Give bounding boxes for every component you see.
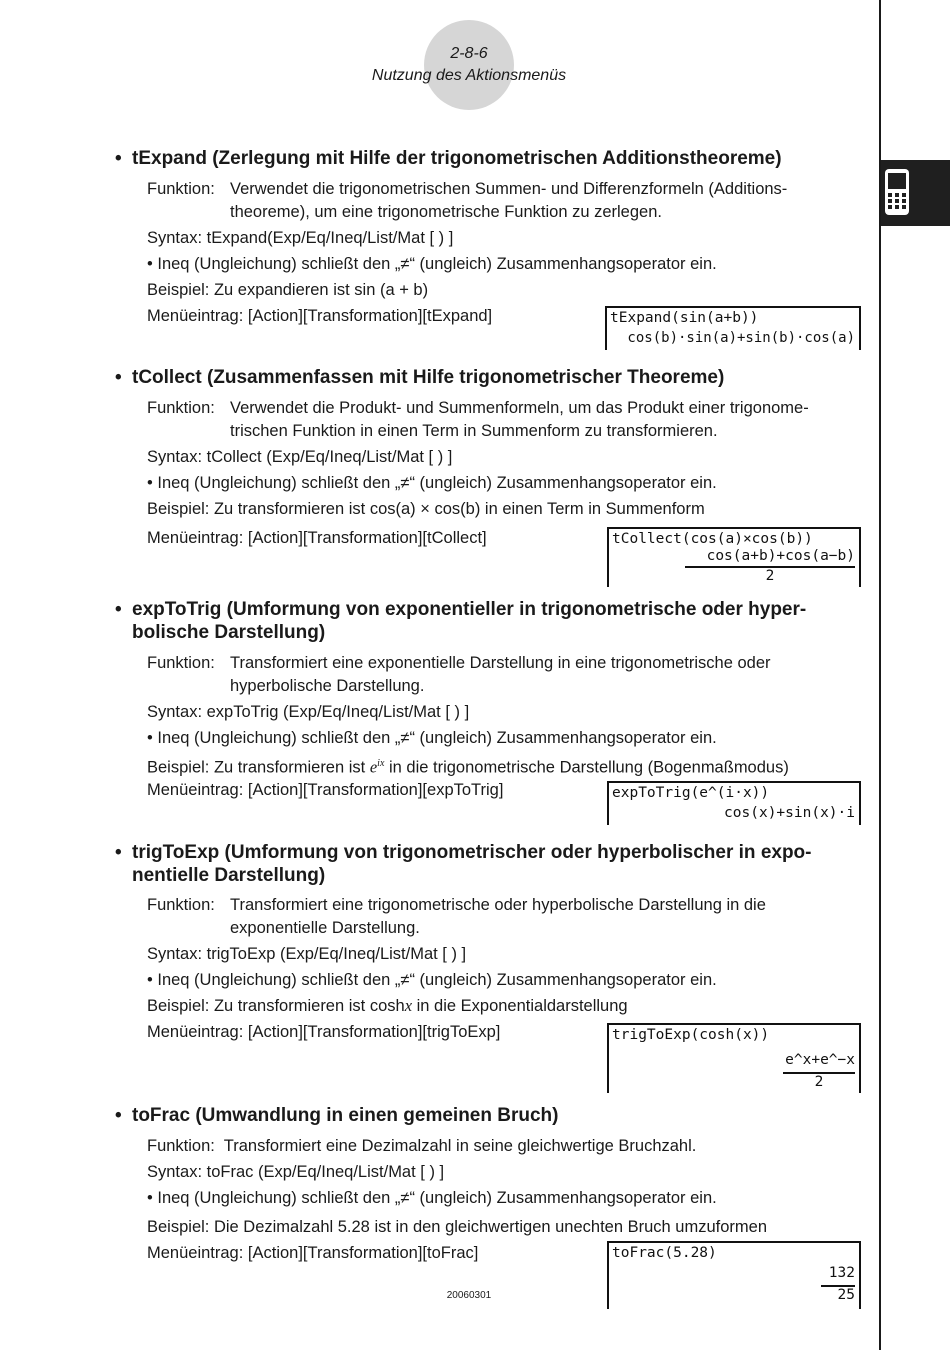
footer-code: 20060301 bbox=[446, 1290, 492, 1301]
page-title: Nutzung des Aktionsmenüs bbox=[371, 67, 567, 84]
menu-entry-texpand: Menüeintrag: [Action][Transformation][tExpand] bbox=[147, 307, 493, 325]
beispiel-trigtoexp: Beispiel: Zu transformieren ist coshx in die Exponentialdarstellung bbox=[147, 996, 628, 1015]
screen-output: cos(b)·sin(a)+sin(b)·cos(a) bbox=[627, 330, 855, 346]
funktion-tcollect: Funktion: Verwendet die Produkt- und Summenformeln, um das Produkt einer trigonome- trischen Funktion in einen Term in Summenform zu transformieren. bbox=[147, 399, 809, 440]
syntax-trigtoexp: Syntax: trigToExp (Exp/Eq/Ineq/List/Mat [ ) ] bbox=[147, 945, 467, 963]
screen-denominator: 25 bbox=[837, 1287, 855, 1303]
calculator-icon bbox=[884, 168, 910, 216]
ineq-note-texpand: • Ineq (Ungleichung) schließt den „≠“ (ungleich) Zusammenhangsoperator ein. bbox=[147, 255, 717, 273]
syntax-exptotrig: Syntax: expToTrig (Exp/Eq/Ineq/List/Mat [ ) ] bbox=[147, 703, 470, 721]
menu-entry-exptotrig: Menüeintrag: [Action][Transformation][expToTrig] bbox=[147, 781, 504, 799]
screen-numerator: cos(a+b)+cos(a−b) bbox=[706, 548, 855, 564]
syntax-tcollect: Syntax: tCollect (Exp/Eq/Ineq/List/Mat [ ) ] bbox=[147, 448, 453, 466]
screen-numerator: e^x+e^−x bbox=[785, 1052, 855, 1068]
ineq-note-tofrac: • Ineq (Ungleichung) schließt den „≠“ (ungleich) Zusammenhangsoperator ein. bbox=[147, 1189, 717, 1207]
section-heading-tcollect: • tCollect (Zusammenfassen mit Hilfe trigonometrischer Theoreme) bbox=[115, 367, 725, 388]
screen-output: cos(x)+sin(x)·i bbox=[724, 805, 855, 821]
beispiel-tcollect: Beispiel: Zu transformieren ist cos(a) × cos(b) in einen Term in Summenform bbox=[147, 500, 705, 518]
menu-entry-trigtoexp: Menüeintrag: [Action][Transformation][trigToExp] bbox=[147, 1023, 501, 1041]
section-heading-tofrac: • toFrac (Umwandlung in einen gemeinen Bruch) bbox=[115, 1105, 559, 1126]
menu-entry-tcollect: Menüeintrag: [Action][Transformation][tCollect] bbox=[147, 529, 487, 547]
section-heading-texpand: • tExpand (Zerlegung mit Hilfe der trigonometrischen Additionstheoreme) bbox=[115, 148, 782, 169]
syntax-tofrac: Syntax: toFrac (Exp/Eq/Ineq/List/Mat [ ) ] bbox=[147, 1163, 445, 1181]
menu-entry-tofrac: Menüeintrag: [Action][Transformation][toFrac] bbox=[147, 1244, 479, 1262]
beispiel-tofrac: Beispiel: Die Dezimalzahl 5.28 ist in den gleichwertigen unechten Bruch umzuformen bbox=[147, 1218, 767, 1236]
ineq-note-tcollect: • Ineq (Ungleichung) schließt den „≠“ (ungleich) Zusammenhangsoperator ein. bbox=[147, 474, 717, 492]
header-circle bbox=[424, 20, 514, 110]
chapter-tab bbox=[881, 160, 950, 226]
syntax-texpand: Syntax: tExpand(Exp/Eq/Ineq/List/Mat [ ) ] bbox=[147, 229, 454, 247]
screen-input: tExpand(sin(a+b)) bbox=[610, 310, 759, 326]
section-heading-exptotrig: • expToTrig (Umformung von exponentieller in trigonometrische oder hyper- bolische Darstellung) bbox=[115, 599, 807, 643]
screen-input: tCollect(cos(a)×cos(b)) bbox=[612, 531, 813, 547]
funktion-texpand: Funktion: Verwendet die trigonometrischen Summen- und Differenzformeln (Additions- theoreme), um eine trigonometrische Funktion zu zerlegen. bbox=[147, 180, 788, 221]
beispiel-exptotrig: Beispiel: Zu transformieren ist $e^{ix}$ in die trigonometrische Darstellung (Bogenmaßmodus) bbox=[147, 757, 789, 777]
section-heading-trigtoexp: • trigToExp (Umformung von trigonometrischer oder hyperbolischer in expo- nentielle Darstellung) bbox=[115, 842, 812, 886]
screen-denominator: 2 bbox=[765, 568, 775, 584]
beispiel-texpand: Beispiel: Zu expandieren ist sin (a + b) bbox=[147, 281, 429, 299]
funktion-exptotrig: Funktion: Transformiert eine exponentielle Darstellung in eine trigonometrische oder hyperbolische Darstellung. bbox=[147, 654, 771, 695]
screen-denominator: 2 bbox=[814, 1074, 824, 1090]
screen-input: toFrac(5.28) bbox=[612, 1245, 717, 1261]
funktion-trigtoexp: Funktion: Transformiert eine trigonometrische oder hyperbolische Darstellung in die exponentielle Darstellung. bbox=[147, 896, 766, 937]
screen-input: trigToExp(cosh(x)) bbox=[612, 1027, 770, 1043]
page-number: 2-8-6 bbox=[450, 45, 488, 62]
ineq-note-exptotrig: • Ineq (Ungleichung) schließt den „≠“ (ungleich) Zusammenhangsoperator ein. bbox=[147, 729, 717, 747]
calc-screen-tcollect bbox=[607, 527, 861, 587]
funktion-tofrac: Funktion: Transformiert eine Dezimalzahl in seine gleichwertige Bruchzahl. bbox=[147, 1137, 697, 1155]
calc-screen-exptotrig bbox=[607, 781, 861, 825]
screen-numerator: 132 bbox=[828, 1265, 855, 1281]
ineq-note-trigtoexp: • Ineq (Ungleichung) schließt den „≠“ (ungleich) Zusammenhangsoperator ein. bbox=[147, 971, 717, 989]
calc-screen-texpand bbox=[605, 306, 861, 350]
screen-input: expToTrig(e^(i·x)) bbox=[612, 785, 770, 801]
calc-screen-trigtoexp bbox=[607, 1023, 861, 1093]
